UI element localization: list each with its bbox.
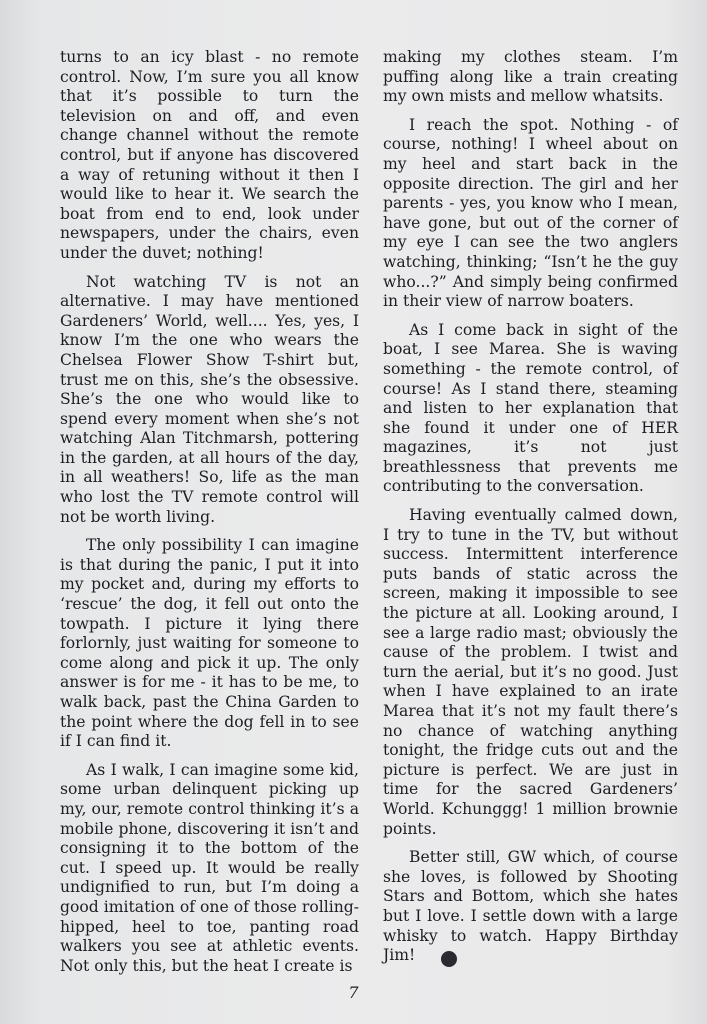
paragraph: The only possibility I can imagine is that during the panic, I put it into my pocket and, during my efforts to ‘rescue’ the dog, it fell out onto the towpath. I picture it lying there forlornly, just waiting for someone to come along and pick it up. The only answer is for me - it has to be me, to walk back, past the China Garden to the point where the dog fell in to see if I can find it. [60,536,359,751]
end-mark-icon: S [441,951,457,967]
paragraph: turns to an icy blast - no remote control. Now, I’m sure you all know that it’s possible to turn the television on and off, and even change channel without the remote control, but if anyone has discovered a way of retuning without it then I would like to hear it. We search the boat from end to end, look under newspapers, under the chairs, even under the duvet; nothing! [60,48,359,262]
right-column [383,48,678,976]
paragraph: As I come back in sight of the boat, I see Marea. She is waving something - the remote control, of course! As I stand there, steaming and listen to her explanation that she found it under one of HER magazines, it’s not just breathlessness that prevents me contributing to the conversation. [383,320,678,496]
paragraph: making my clothes steam. I’m puffing along like a train creating my own mists and mellow whatsits. [383,48,678,106]
paragraph-last [383,848,678,967]
paragraph: I reach the spot. Nothing - of course, nothing! I wheel about on my heel and start back in the opposite direction. The girl and her parents - yes, you know who I mean, have gone, but out of the corner of my eye I can see the two anglers watching, thinking; “Isn’t he the guy who...?” And simply being confirmed in their view of narrow boaters. [383,115,678,311]
paragraph: Having eventually calmed down, I try to tune in the TV, but without success. Intermittent interference puts bands of static across the screen, making it impossible to see the picture at all. Looking around, I see a large radio mast; obviously the cause of the problem. I twist and turn the aerial, but it’s no good. Just when I have explained to an irate Marea that it’s not my fault there’s no chance of watching anything tonight, the fridge cuts out and the picture is perfect. We are just in time for the sacred Gardeners’ World. Kchunggg! 1 million brownie points. [383,506,678,838]
paragraph: As I walk, I can imagine some kid, some urban delinquent picking up my, our, remote control thinking it’s a mobile phone, discovering it isn’t and consigning it to the bottom of the cut. I speed up. It would be really undignified to run, but I’m doing a good imitation of one of those rolling-hipped, heel to toe, panting road walkers you see at athletic events. Not only this, but the heat I create is [60,760,359,975]
paragraph-last-text: Better still, GW which, of course she loves, is followed by Shooting Stars and Bottom, which she hates but I love. I settle down with a large whisky to watch. Happy Birthday Jim! [383,848,678,965]
left-column [60,48,359,985]
page-number: 7 [348,983,359,1002]
paragraph: Not watching TV is not an alternative. I may have mentioned Gardeners’ World, well.... Yes, yes, I know I’m the one who wears the Chelsea Flower Show T-shirt but, trust me on this, she’s the obsessive. She’s the one who would like to spend every moment when she’s not watching Alan Titchmarsh, pottering in the garden, at all hours of the day, in all weathers! So, life as the man who lost the TV remote control will not be worth living. [60,272,359,526]
